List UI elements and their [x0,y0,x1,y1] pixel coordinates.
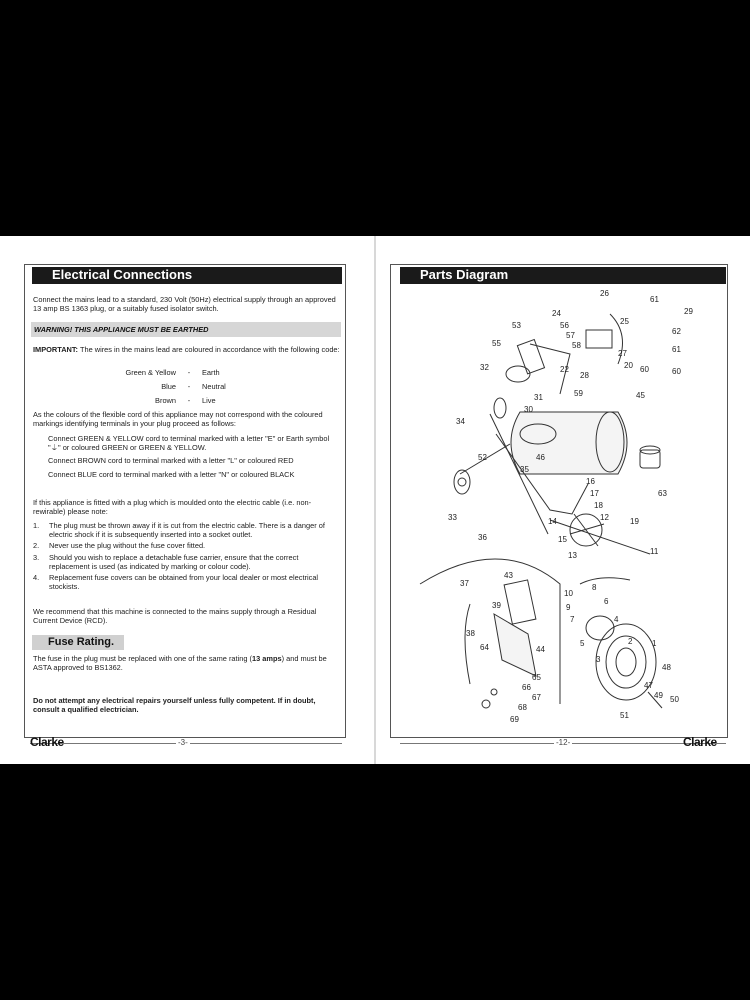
divider-arc [420,559,560,704]
callout-64: 64 [480,643,489,652]
wire-colour: Blue [161,382,176,391]
callout-60: 60 [640,365,649,374]
callout-24: 24 [552,309,561,318]
callout-7: 7 [570,615,575,624]
wire-dash: - [187,382,191,391]
wheel-top [494,398,506,418]
list-text: Never use the plug without the fuse cover fitted. [49,541,206,551]
page-number: -3- [178,738,188,747]
callout-16: 16 [586,477,595,486]
list-number: 3. [33,552,40,562]
page-title: Electrical Connections [32,267,342,284]
callout-2: 2 [628,637,633,646]
list-item [33,541,341,550]
pump-unit [586,330,612,348]
callout-61: 61 [672,345,681,354]
callout-66: 66 [522,683,531,692]
callout-33: 33 [448,513,457,522]
callout-10: 10 [564,589,573,598]
part-65 [491,689,497,695]
fan-guard-center [616,648,636,676]
callout-34: 34 [456,417,465,426]
callout-32: 32 [480,363,489,372]
callout-39: 39 [492,601,501,610]
callout-4: 4 [614,615,619,624]
callout-48: 48 [662,663,671,672]
callout-30: 30 [524,405,533,414]
callout-17: 17 [590,489,599,498]
callout-14: 14 [548,517,557,526]
repair-warning: Do not attempt any electrical repairs yourself unless fully competent. If in doubt, consult a qualified electrician. [33,696,316,715]
wire-code-row [100,394,226,408]
wire-colour: Brown [155,396,176,405]
wire-code-row [100,366,226,380]
fan-guard-inner [606,636,646,688]
callout-11: 11 [650,547,659,556]
cable-37 [465,604,470,684]
callout-12: 12 [600,513,609,522]
fuse-rating-heading: Fuse Rating. [32,635,124,650]
wire-dash: - [187,368,191,377]
list-number: 1. [33,521,40,530]
callout-27: 27 [618,349,627,358]
callout-63: 63 [658,489,667,498]
list-number: 4. [33,573,40,583]
callout-15: 15 [558,535,567,544]
important-text [33,345,341,354]
callout-31: 31 [534,393,543,402]
callout-57: 57 [566,331,575,340]
callout-46: 46 [536,453,545,462]
callout-35: 35 [520,465,529,474]
fuse-text [33,654,341,672]
callout-45: 45 [636,391,645,400]
callout-22: 22 [560,365,569,374]
callout-1: 1 [652,639,657,648]
callout-25: 25 [620,317,629,326]
fuse-amps: 13 amps [251,654,282,663]
housing-43 [504,580,536,624]
list-number: 2. [33,541,40,551]
wire-meaning: Neutral [202,382,226,391]
callout-62: 62 [672,327,681,336]
callout-29: 29 [684,307,693,316]
callout-13: 13 [568,551,577,560]
list-item [33,521,341,539]
callout-18: 18 [594,501,603,510]
callout-50: 50 [670,695,679,704]
intro-text: Connect the mains lead to a standard, 230 Volt (50Hz) electrical supply through an approved 13 amp BS 1363 plug, or a suitably fused isolator switch. [33,295,336,314]
callout-59: 59 [574,389,583,398]
callout-19: 19 [630,517,639,526]
page-title: Parts Diagram [400,267,726,284]
list-item [33,573,341,591]
callout-43: 43 [504,571,513,580]
callout-61: 61 [650,295,659,304]
fuse-text-a: The fuse in the plug must be replaced with one of the same rating ( [33,654,252,663]
callout-65: 65 [532,673,541,682]
important-body: The wires in the mains lead are coloured in accordance with the following code: [78,345,340,354]
connect-brown: Connect BROWN cord to terminal marked with a letter "L" or coloured RED [48,456,294,466]
clarke-logo: Clarke [30,735,64,749]
plug-notes-list [33,521,341,593]
callout-55: 55 [492,339,501,348]
callout-52: 52 [478,453,487,462]
connect-blue: Connect BLUE cord to terminal marked with a letter "N" or coloured BLACK [48,469,295,479]
callout-20: 20 [624,361,633,370]
ring-55 [506,366,530,382]
wire-dash: - [187,396,191,405]
part-callouts [448,289,693,724]
callout-8: 8 [592,583,597,592]
callout-56: 56 [560,321,569,330]
moulded-note: If this appliance is fitted with a plug which is moulded onto the electric cable (i.e. non-rewirable) please note: [33,498,312,517]
callout-58: 58 [572,341,581,350]
fan-hub [586,616,614,640]
callout-38: 38 [466,629,475,638]
callout-51: 51 [620,711,629,720]
wheel-bottom [454,470,470,494]
part-64 [482,700,490,708]
callout-69: 69 [510,715,519,724]
callout-26: 26 [600,289,609,298]
earthed-warning: WARNING! THIS APPLIANCE MUST BE EARTHED [31,322,341,337]
wheel-hub [458,478,466,486]
list-text: The plug must be thrown away if it is cut from the electric cable. There is a danger of electric shock if it is subsequently inserted into a socket outlet. [49,521,325,540]
wire-code-table [100,366,226,408]
list-item [33,553,341,571]
connect-instructions [48,434,340,479]
connect-green: Connect GREEN & YELLOW cord to terminal marked with a letter "E" or Earth symbol "⏚" or coloured GREEN or GREEN & YELLOW. [48,434,330,453]
callout-6: 6 [604,597,609,606]
colour-note: As the colours of the flexible cord of this appliance may not correspond with the coloured markings identifying terminals in your plug proceed as follows: [33,410,323,429]
callout-49: 49 [654,691,663,700]
left-page [0,236,374,764]
callout-68: 68 [518,703,527,712]
list-text: Replacement fuse covers can be obtained from your local dealer or most electrical stockists. [49,573,319,592]
callout-9: 9 [566,603,571,612]
clarke-logo: Clarke [683,735,717,749]
parts-diagram [400,284,722,732]
wire-meaning: Earth [202,368,220,377]
callout-60: 60 [672,367,681,376]
callout-47: 47 [644,681,653,690]
fuse-text-b: ) and must be ASTA approved to BS1362. [33,654,327,673]
callout-53: 53 [512,321,521,330]
page-number: -12- [556,738,571,747]
important-label: IMPORTANT: [33,345,79,354]
wire-colour: Green & Yellow [125,368,176,377]
callout-5: 5 [580,639,585,648]
callout-44: 44 [536,645,545,654]
divider-arc-2 [580,578,630,584]
list-text: Should you wish to replace a detachable fuse carrier, ensure that the correct replacement is used (as indicated by marking or colour code). [49,552,299,571]
callout-3: 3 [596,655,601,664]
callout-28: 28 [580,371,589,380]
callout-67: 67 [532,693,541,702]
wire-meaning: Live [202,396,216,405]
wire-code-row [100,380,226,394]
callout-36: 36 [478,533,487,542]
rcd-note: We recommend that this machine is connected to the mains supply through a Residual Current Device (RCD). [33,607,317,626]
callout-37: 37 [460,579,469,588]
